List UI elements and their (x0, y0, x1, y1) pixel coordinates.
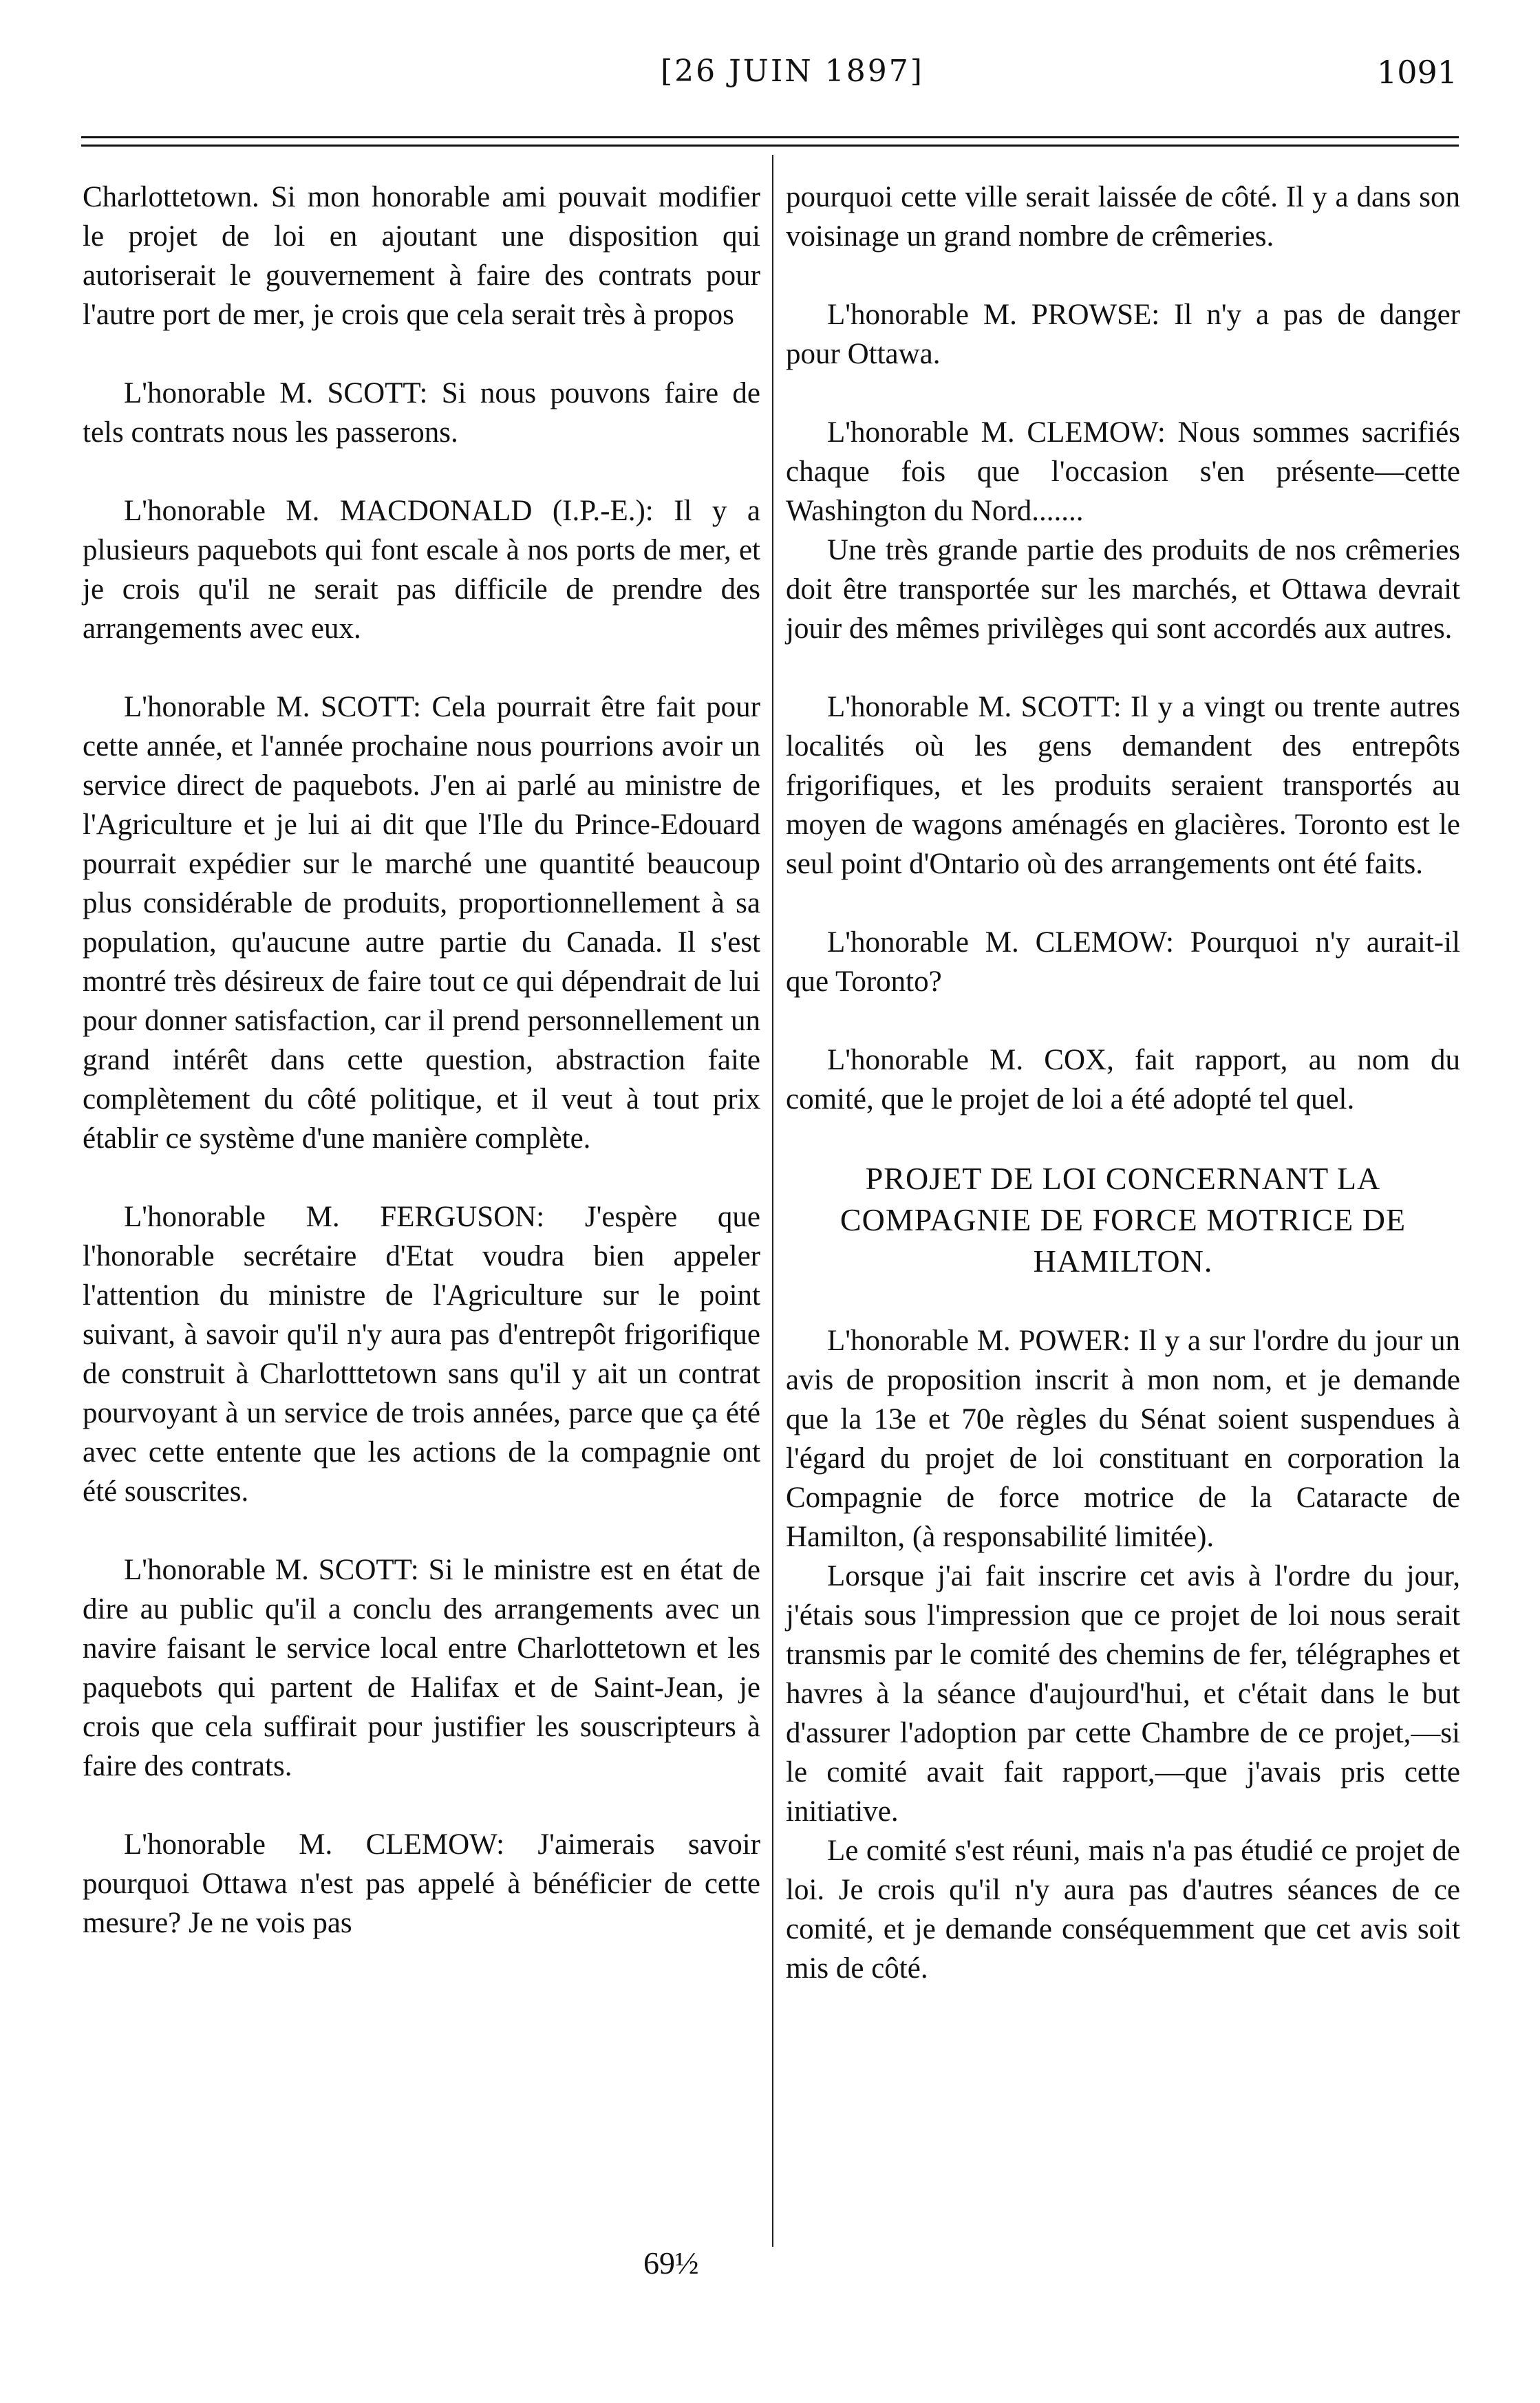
paragraph: pourquoi cette ville serait laissée de côté. Il y a dans son voisinage un grand nombre de crêmeries. (786, 181, 1460, 253)
paragraph: L'honorable M. SCOTT: Il y a vingt ou trente autres localités où les gens demandent des entrepôts frigorifiques, et les produits seraient transportés au moyen de wagons aménagés en glacières. Toronto est le seul point d'Ontario où des arrangements ont été faits. (786, 691, 1460, 880)
paragraph: L'honorable M. FERGUSON: J'espère que l'honorable secrétaire d'Etat voudra bien appeler l'attention du ministre de l'Agriculture sur le point suivant, à savoir qu'il n'y aura pas d'entrepôt frigorifique de construit à Charlotttetown sans qu'il y ait un contrat pourvoyant à un service de trois années, parce que ça été avec cette entente que les actions de la compagnie ont été souscrites. (83, 1201, 760, 1508)
paragraph: Une très grande partie des produits de nos crêmeries doit être transportée sur les marchés, et Ottawa devrait jouir des mêmes privilèges qui sont accordés aux autres. (786, 534, 1460, 645)
section-title: PROJET DE LOI CONCERNANT LA COMPAGNIE DE FORCE MOTRICE DE HAMILTON. (839, 1161, 1407, 1279)
folio: 69½ (643, 2245, 699, 2281)
paragraph: L'honorable M. SCOTT: Cela pourrait être fait pour cette année, et l'année prochaine nous pourrions avoir un service direct de paquebots. J'en ai parlé au ministre de l'Agriculture et je lui ai dit que l'Ile du Prince-Edouard pourrait expédier sur le marché une quantité beaucoup plus considérable de produits, proportionnellement à sa population, qu'aucune autre partie du Canada. Il s'est montré très désireux de faire tout ce qui dépendrait de lui pour donner satisfaction, car il prend personnellement un grand intérêt dans cette question, abstraction faite complètement du côté politique, et il veut à tout prix établir ce système d'une manière complète. (83, 691, 760, 1155)
paragraph: Charlottetown. Si mon honorable ami pouvait modifier le projet de loi en ajoutant une disposition qui autoriserait le gouvernement à faire des contrats pour l'autre port de mer, je crois que cela serait très à propos (83, 181, 760, 331)
paragraph: L'honorable M. SCOTT: Si le ministre est en état de dire au public qu'il a conclu des arrangements avec un navire faisant le service local entre Charlottetown et les paquebots qui partent de Halifax et de Saint-Jean, je crois que cela suffirait pour justifier les souscripteurs à faire des contrats. (83, 1554, 760, 1782)
paragraph: L'honorable M. CLEMOW: J'aimerais savoir pourquoi Ottawa n'est pas appelé à bénéficier de cette mesure? Je ne vois pas (83, 1828, 760, 1939)
right-column (786, 178, 1460, 1988)
paragraph: L'honorable M. COX, fait rapport, au nom du comité, que le projet de loi a été adopté tel quel. (786, 1044, 1460, 1115)
paragraph: L'honorable M. CLEMOW: Nous sommes sacrifiés chaque fois que l'occasion s'en présente—cette Washington du Nord....... (786, 416, 1460, 527)
paragraph: L'honorable M. CLEMOW: Pourquoi n'y aurait-il que Toronto? (786, 926, 1460, 998)
column-divider (772, 155, 773, 2247)
paragraph: L'honorable M. SCOTT: Si nous pouvons faire de tels contrats nous les passerons. (83, 377, 760, 449)
rule-top (81, 136, 1459, 138)
paragraph: Le comité s'est réuni, mais n'a pas étudié ce projet de loi. Je crois qu'il n'y aura pas d'autres séances de ce comité, et je demande conséquemment que cet avis soit mis de côté. (786, 1835, 1460, 1985)
page-header (0, 48, 1540, 96)
left-column (83, 178, 760, 1943)
header-double-rule (81, 136, 1459, 150)
paragraph: L'honorable M. PROWSE: Il n'y a pas de danger pour Ottawa. (786, 299, 1460, 370)
paragraph: L'honorable M. POWER: Il y a sur l'ordre du jour un avis de proposition inscrit à mon nom, et je demande que la 13e et 70e règles du Sénat soient suspendues à l'égard du projet de loi constituant en corporation la Compagnie de force motrice de la Cataracte de Hamilton, (à responsabilité limitée). (786, 1325, 1460, 1553)
header-date: [26 JUIN 1897] (661, 54, 924, 89)
page-number: 1091 (1376, 54, 1457, 91)
rule-bottom (81, 145, 1459, 147)
paragraph: Lorsque j'ai fait inscrire cet avis à l'ordre du jour, j'étais sous l'impression que ce projet de loi nous serait transmis par le comité des chemins de fer, télégraphes et havres à la séance d'aujourd'hui, et c'était dans le but d'assurer l'adoption par cette Chambre de ce projet,—si le comité avait fait rapport,—que j'avais pris cette initiative. (786, 1560, 1460, 1828)
paragraph: L'honorable M. MACDONALD (I.P.-E.): Il y a plusieurs paquebots qui font escale à nos ports de mer, et je crois qu'il ne serait pas difficile de prendre des arrangements avec eux. (83, 495, 760, 645)
